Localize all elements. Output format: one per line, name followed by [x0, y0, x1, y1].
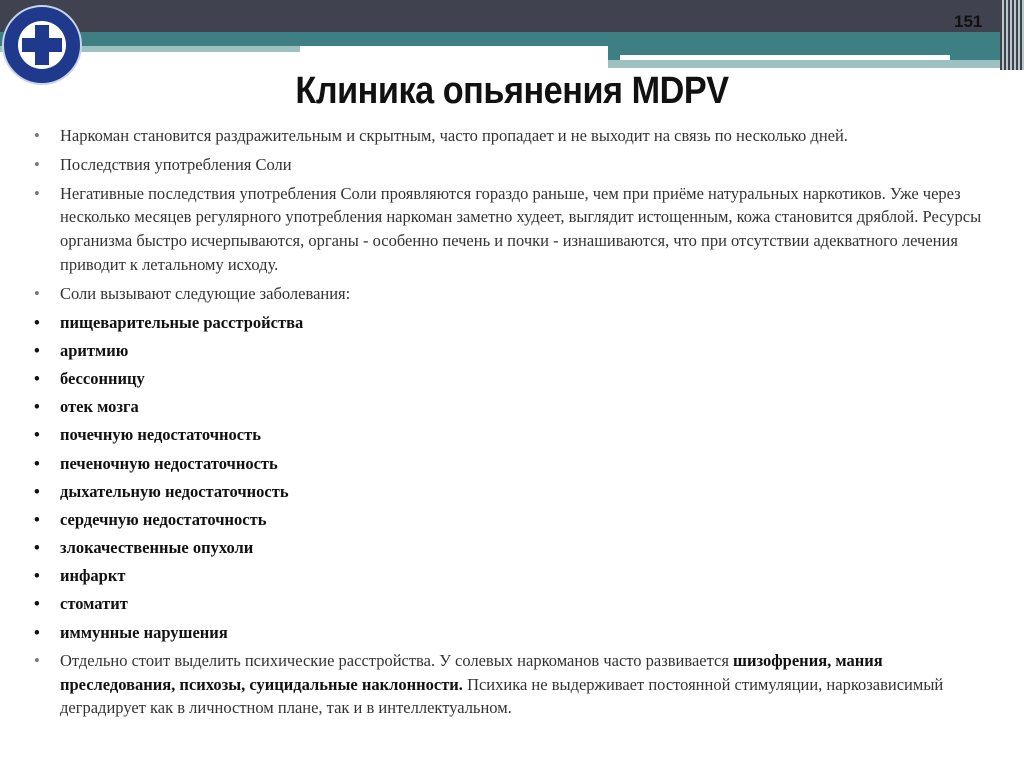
disease-item: • печеночную недостаточность [34, 452, 984, 476]
list-item: • Соли вызывают следующие заболевания: [34, 282, 984, 306]
list-item: • Негативные последствия употребления Соли проявляются гораздо раньше, чем при приёме натуральных наркотиков. Уже через несколько месяцев регулярного употребления наркоман заметно худеет, выглядит истощенным, кожа становится дряблой. Ресурсы организма быстро исчерпываются, органы - особенно печень и почки - изнашиваются, что при отсутствии адекватного лечения приводит к летальному исходу. [34, 182, 984, 277]
header-strip [608, 60, 1000, 68]
list-item-psychic [34, 649, 984, 720]
text: Психика не выдерживает постоянной стимуляции, наркозависимый деградирует как в личностном плане, так и в интеллектуальном. [60, 674, 944, 718]
disease-item: • отек мозга [34, 395, 984, 419]
list-item: • Последствия употребления Соли [34, 153, 984, 177]
bullet-list [34, 124, 984, 725]
disease-item: • злокачественные опухоли [34, 536, 984, 560]
bold-text: шизофрения, мания преследования, психозы, суицидальные наклонности. [60, 650, 883, 694]
disease-item: • пищеварительные расстройства [34, 311, 984, 335]
disease-item: • почечную недостаточность [34, 423, 984, 447]
list-item: • Наркоман становится раздражительным и скрытным, часто пропадает и не выходит на связь по несколько дней. [34, 124, 984, 148]
page-number: 151 [954, 12, 983, 31]
disease-item: • стоматит [34, 592, 984, 616]
header-stripes [1000, 0, 1024, 70]
slide-title: Клиника опьянения MDPV [295, 70, 729, 112]
disease-item: • сердечную недостаточность [34, 508, 984, 532]
disease-item: • аритмию [34, 339, 984, 363]
disease-item: • иммунные нарушения [34, 621, 984, 645]
header-band-teal [0, 32, 1000, 46]
text: Отдельно стоит выделить психические расстройства. У солевых наркоманов часто развивается [60, 650, 734, 670]
disease-item: • бессонницу [34, 367, 984, 391]
disease-item: • дыхательную недостаточность [34, 480, 984, 504]
header-band-dark [0, 0, 1000, 32]
disease-item: • инфаркт [34, 564, 984, 588]
